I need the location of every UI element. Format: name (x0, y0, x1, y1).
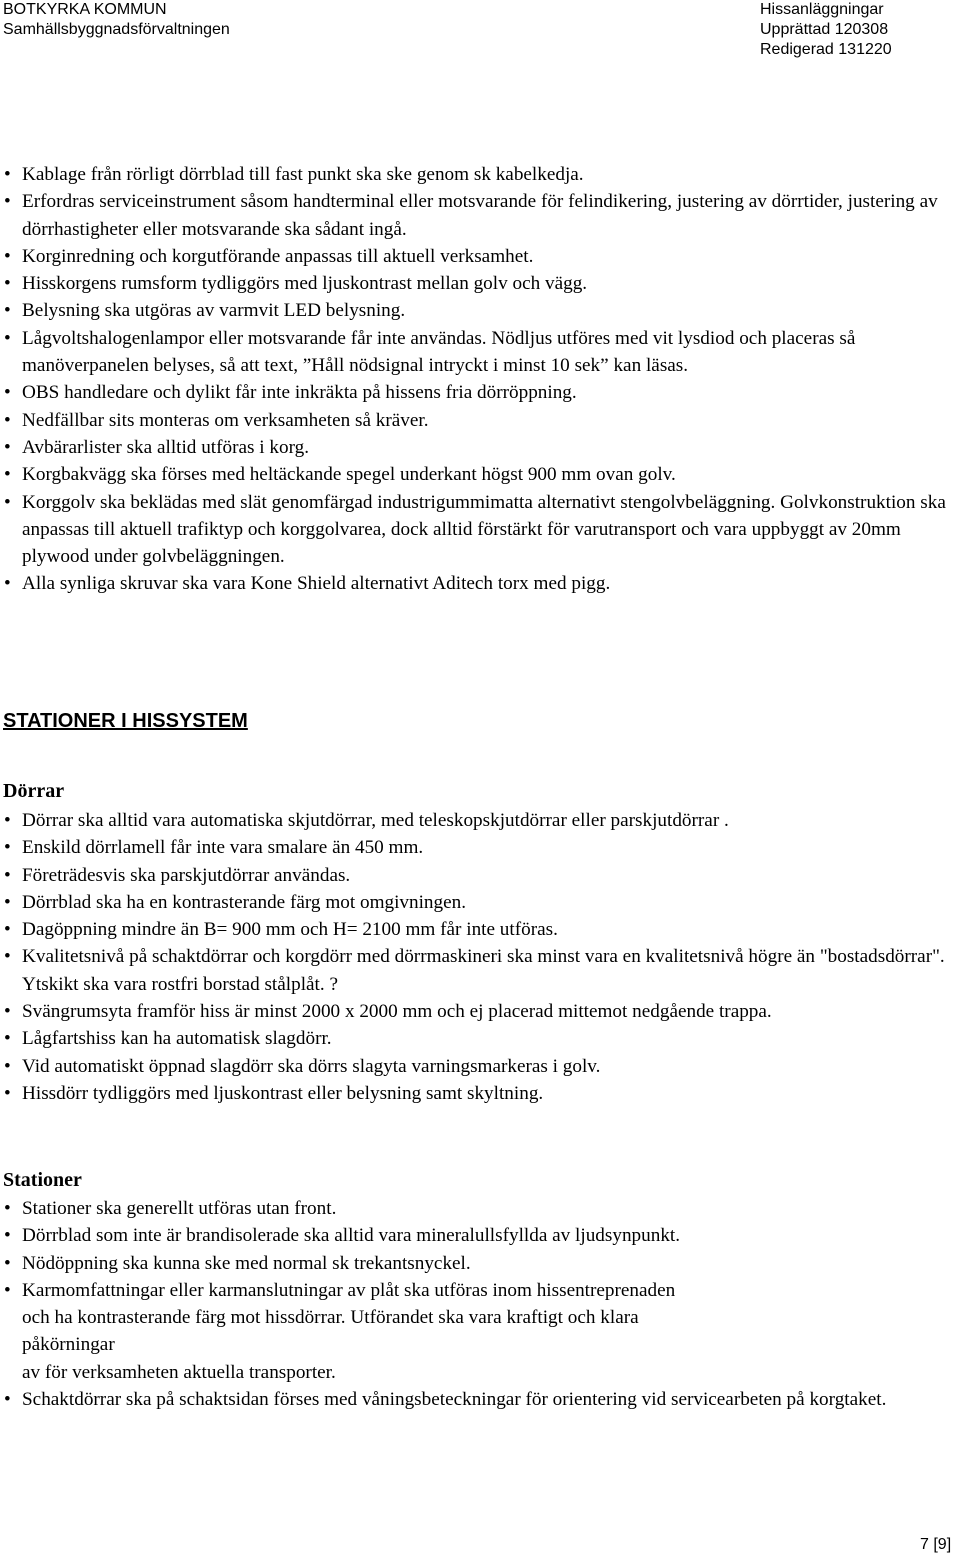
list-item: • Stationer ska generellt utföras utan front. (0, 1195, 950, 1222)
list-item: • Hissdörr tydliggörs med ljuskontrast eller belysning samt skyltning. (0, 1080, 950, 1107)
car-requirements-list (0, 161, 950, 598)
list-item: • OBS handledare och dylikt får inte inkräkta på hissens fria dörröppning. (0, 379, 950, 406)
list-item: • Korgbakvägg ska förses med heltäckande spegel underkant högst 900 mm ovan golv. (0, 461, 950, 488)
page-number: 7 [9] (920, 1536, 952, 1553)
karm-line: • Karmomfattningar eller karmanslutningar av plåt ska utföras inom hissentreprenaden (22, 1279, 676, 1301)
list-item: • Dagöppning mindre än B= 900 mm och H= 2100 mm får inte utföras. (0, 916, 950, 943)
karm-line: av för verksamheten aktuella transporter. (22, 1361, 336, 1383)
created-date: Upprättad 120308 (760, 21, 889, 38)
list-item: • Korginredning och korgutförande anpassas till aktuell verksamhet. (0, 243, 950, 270)
list-item (0, 1277, 950, 1386)
list-item: • Alla synliga skruvar ska vara Kone Shield alternativt Aditech torx med pigg. (0, 570, 950, 597)
list-item: • Nedfällbar sits monteras om verksamheten så kräver. (0, 407, 950, 434)
list-item: • Avbärarlister ska alltid utföras i korg. (0, 434, 950, 461)
org-name: BOTKYRKA KOMMUN (3, 1, 167, 18)
stations-heading: Stationer (3, 1169, 82, 1191)
list-item: • Nödöppning ska kunna ske med normal sk trekantsnyckel. (0, 1250, 950, 1277)
header-left (3, 0, 230, 40)
list-item: • Lågfartshiss kan ha automatisk slagdörr. (0, 1025, 950, 1052)
doors-list (0, 807, 950, 1107)
department-name: Samhällsbyggnadsförvaltningen (3, 21, 230, 38)
list-item: • Korggolv ska beklädas med slät genomfärgad industrigummimatta alternativt stengolvbeläggning. Golvkonstruktion ska anpassas till aktuell trafiktyp och korggolvarea, dock alltid förstärkt för varutransport och vara uppbyggt av 20mm plywood under golvbeläggningen. (0, 489, 950, 571)
list-item: • Erfordras serviceinstrument såsom handterminal eller motsvarande för felindikering, justering av dörrtider, justering av dörrhastigheter eller motsvarande ska sådant ingå. (0, 188, 950, 243)
list-item: • Vid automatiskt öppnad slagdörr ska dörrs slagyta varningsmarkeras i golv. (0, 1053, 950, 1080)
stations-list (0, 1195, 950, 1413)
list-item: • Belysning ska utgöras av varmvit LED belysning. (0, 297, 950, 324)
list-item: • Svängrumsyta framför hiss är minst 2000 x 2000 mm och ej placerad mittemot nedgående trappa. (0, 998, 950, 1025)
list-item: • Företrädesvis ska parskjutdörrar användas. (0, 862, 950, 889)
list-item: • Dörrblad ska ha en kontrasterande färg mot omgivningen. (0, 889, 950, 916)
document-title: Hissanläggningar (760, 1, 884, 18)
section-title: STATIONER I HISSYSTEM (3, 710, 248, 732)
header-right (760, 0, 892, 60)
revised-date: Redigerad 131220 (760, 41, 892, 58)
list-item: • Dörrar ska alltid vara automatiska skjutdörrar, med teleskopskjutdörrar eller parskjutdörrar . (0, 807, 950, 834)
karm-line: påkörningar (22, 1334, 115, 1356)
list-item: • Lågvoltshalogenlampor eller motsvarande får inte användas. Nödljus utföres med vit lysdiod och placeras så manöverpanelen belyses, så att text, ”Håll nödsignal intryckt i minst 10 sek” kan läsas. (0, 325, 950, 380)
list-item: • Kablage från rörligt dörrblad till fast punkt ska ske genom sk kabelkedja. (0, 161, 950, 188)
list-item: • Enskild dörrlamell får inte vara smalare än 450 mm. (0, 834, 950, 861)
list-item: • Schaktdörrar ska på schaktsidan förses med våningsbeteckningar för orientering vid servicearbeten på korgtaket. (0, 1386, 950, 1413)
list-item: • Dörrblad som inte är brandisolerade ska alltid vara mineralullsfyllda av ljudsynpunkt. (0, 1222, 950, 1249)
list-item: • Kvalitetsnivå på schaktdörrar och korgdörr med dörrmaskineri ska minst vara en kvalitetsnivå högre än "bostadsdörrar". Ytskikt ska vara rostfri borstad stålplåt. ? (0, 943, 950, 998)
doors-heading: Dörrar (3, 780, 65, 802)
karm-line: och ha kontrasterande färg mot hissdörrar. Utförandet ska vara kraftigt och klara (22, 1307, 639, 1329)
list-item: • Hisskorgens rumsform tydliggörs med ljuskontrast mellan golv och vägg. (0, 270, 950, 297)
